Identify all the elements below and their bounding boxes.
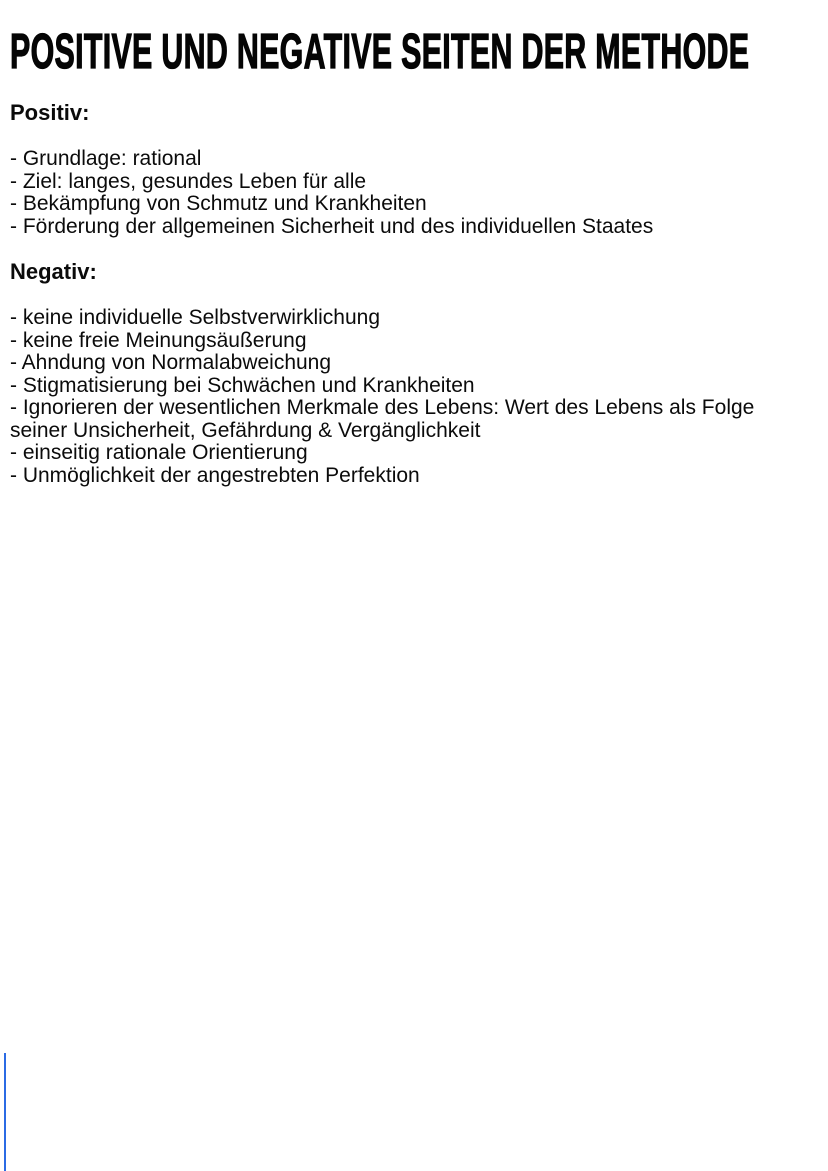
list-item: - Förderung der allgemeinen Sicherheit und des individuellen Staates [10,214,654,238]
page-title-text: POSITIVE UND NEGATIVE SEITEN DER METHODE [10,25,750,79]
list-item: - Bekämpfung von Schmutz und Krankheiten [10,192,427,215]
page-title [10,25,828,79]
list-item: - Unmöglichkeit der angestrebten Perfektion [10,463,420,487]
blue-edge-marker [4,1053,6,1171]
list-item: - keine freie Meinungsäußerung [10,328,307,352]
list-item: - einseitig rationale Orientierung [10,441,308,464]
list-item: - Stigmatisierung bei Schwächen und Krankheiten [10,373,475,397]
list-item: - Grundlage: rational [10,147,202,170]
negativ-list [10,307,782,487]
negativ-heading: Negativ: [10,259,97,284]
list-item: - Ziel: langes, gesundes Leben für alle [10,169,367,193]
positiv-heading: Positiv: [10,100,90,125]
list-item: - keine individuelle Selbstverwirklichung [10,306,381,329]
positiv-list [10,148,782,238]
list-item: - Ignorieren der wesentlichen Merkmale des Lebens: Wert des Lebens als Folge seiner Unsicherheit, Gefährdung & Vergänglichkeit [10,396,755,442]
list-item: - Ahndung von Normalabweichung [10,351,332,374]
